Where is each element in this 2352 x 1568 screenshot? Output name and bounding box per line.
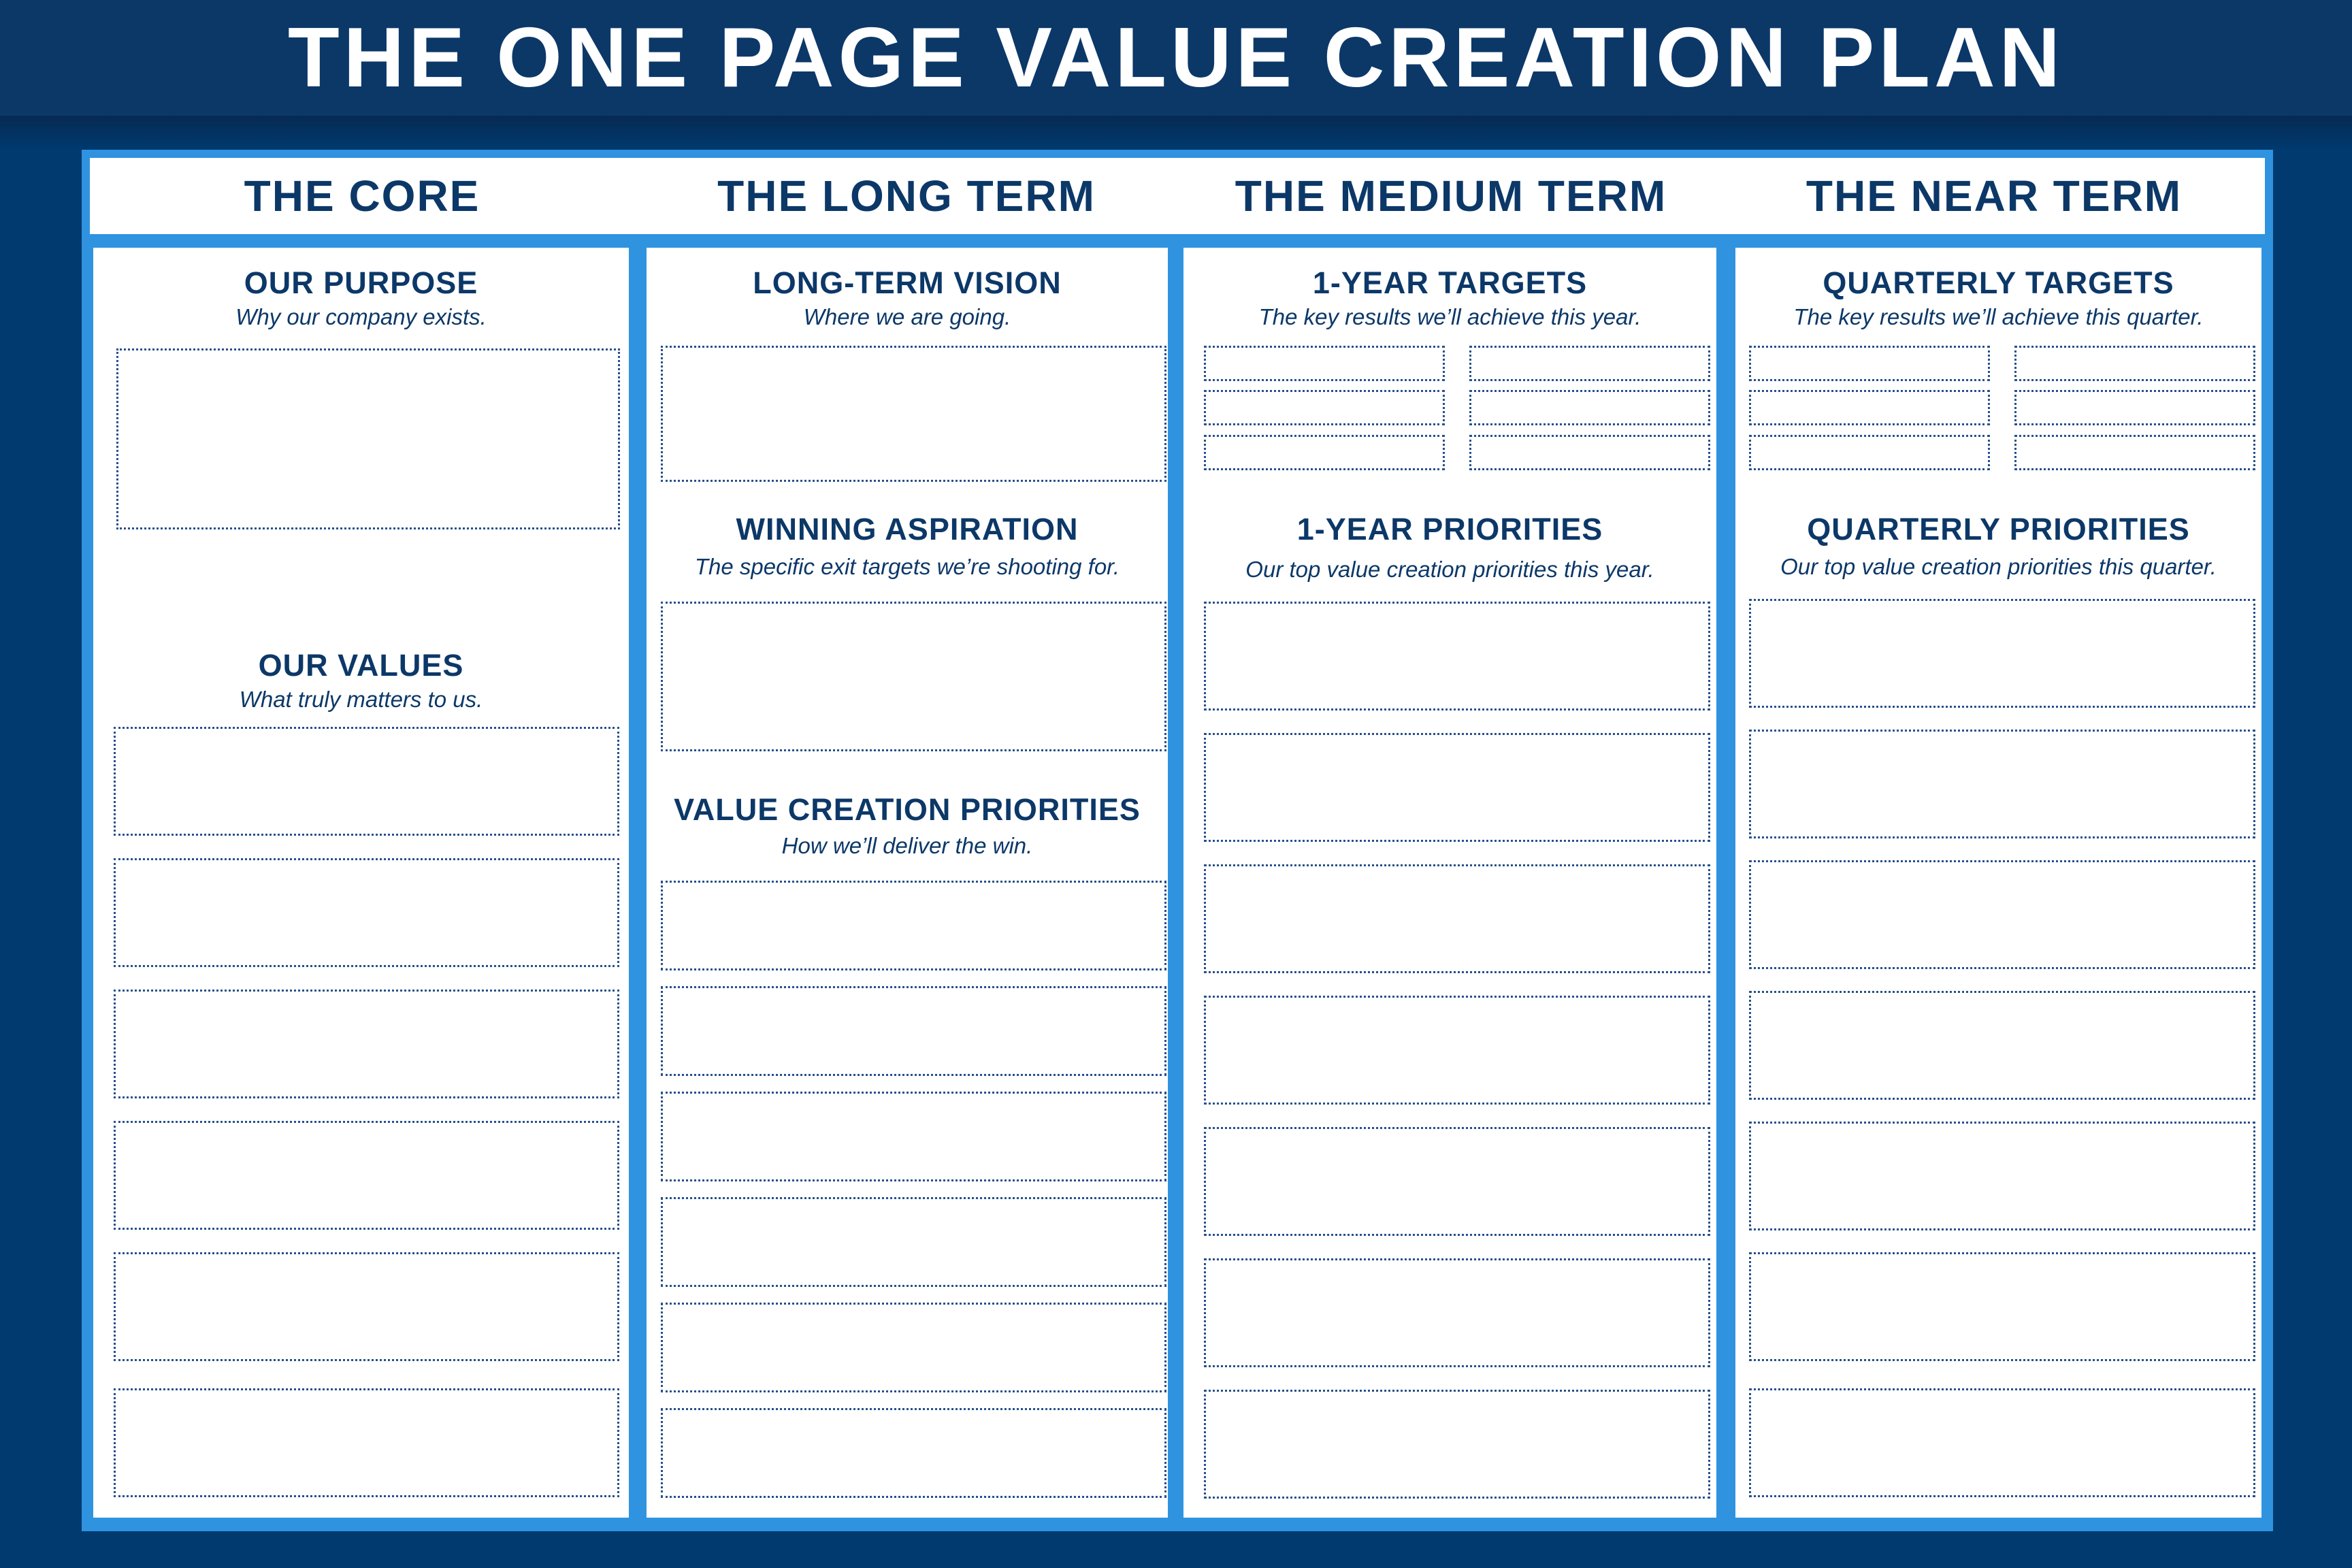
one-year-targets-subtitle: The key results we’ll achieve this year. (1258, 304, 1642, 329)
one-year-priority-box[interactable] (1204, 864, 1710, 973)
quarterly-priority-box[interactable] (1749, 730, 2255, 838)
vision-subtitle: Where we are going. (803, 304, 1011, 329)
quarterly-priorities-subtitle: Our top value creation priorities this quarter. (1780, 554, 2217, 579)
value-input-box[interactable] (114, 858, 619, 967)
value-input-box[interactable] (114, 1252, 619, 1361)
value-creation-priorities-title: VALUE CREATION PRIORITIES (674, 792, 1141, 827)
values-title: OUR VALUES (258, 648, 464, 683)
quarterly-priority-box[interactable] (1749, 1252, 2255, 1361)
one-year-target-box[interactable] (1469, 435, 1710, 470)
quarterly-target-box[interactable] (1749, 435, 1990, 470)
one-year-targets-title: 1-YEAR TARGETS (1312, 265, 1588, 300)
title-bar (0, 0, 2352, 116)
long-term-priority-box[interactable] (661, 1197, 1166, 1287)
one-year-priorities-title: 1-YEAR PRIORITIES (1296, 512, 1603, 546)
one-year-target-box[interactable] (1469, 390, 1710, 425)
quarterly-target-box[interactable] (1749, 346, 1990, 381)
quarterly-targets-subtitle: The key results we’ll achieve this quarter. (1793, 304, 2204, 329)
quarterly-target-box[interactable] (2014, 390, 2255, 425)
one-year-priority-box[interactable] (1204, 1127, 1710, 1236)
one-year-priority-box[interactable] (1204, 996, 1710, 1105)
one-year-priority-box[interactable] (1204, 602, 1710, 710)
long-term-priority-box[interactable] (661, 1303, 1166, 1392)
quarterly-priorities-title: QUARTERLY PRIORITIES (1807, 512, 2190, 546)
title-shadow (0, 116, 2352, 150)
value-input-box[interactable] (114, 1121, 619, 1230)
quarterly-priority-box[interactable] (1749, 1122, 2255, 1230)
core-column (93, 248, 629, 1518)
long-term-column (647, 248, 1168, 1518)
values-subtitle: What truly matters to us. (239, 687, 483, 712)
long-term-priority-box[interactable] (661, 881, 1166, 970)
purpose-title: OUR PURPOSE (244, 265, 478, 300)
quarterly-target-box[interactable] (2014, 346, 2255, 381)
column-header-long-term: THE LONG TERM (717, 172, 1096, 220)
quarterly-priority-box[interactable] (1749, 599, 2255, 708)
quarterly-priority-box[interactable] (1749, 860, 2255, 969)
medium-term-column (1183, 248, 1716, 1518)
long-term-priority-box[interactable] (661, 986, 1166, 1076)
column-header-strip (90, 158, 2265, 234)
value-input-box[interactable] (114, 727, 619, 836)
long-term-priority-box[interactable] (661, 1092, 1166, 1181)
quarterly-target-box[interactable] (2014, 435, 2255, 470)
quarterly-target-box[interactable] (1749, 390, 1990, 425)
purpose-input-box[interactable] (116, 348, 620, 529)
one-year-priority-box[interactable] (1204, 1390, 1710, 1499)
near-term-column (1735, 248, 2261, 1518)
aspiration-input-box[interactable] (661, 602, 1166, 751)
aspiration-title: WINNING ASPIRATION (736, 512, 1079, 546)
vision-input-box[interactable] (661, 346, 1166, 482)
value-input-box[interactable] (114, 990, 619, 1098)
column-header-medium-term: THE MEDIUM TERM (1235, 172, 1667, 220)
one-year-priorities-subtitle: Our top value creation priorities this year. (1245, 557, 1654, 582)
quarterly-priority-box[interactable] (1749, 1388, 2255, 1497)
value-input-box[interactable] (114, 1388, 619, 1497)
one-year-target-box[interactable] (1204, 390, 1445, 425)
one-year-target-box[interactable] (1204, 435, 1445, 470)
vision-title: LONG-TERM VISION (753, 265, 1062, 300)
one-year-target-box[interactable] (1469, 346, 1710, 381)
one-year-target-box[interactable] (1204, 346, 1445, 381)
column-header-core: THE CORE (244, 172, 480, 220)
one-year-priority-box[interactable] (1204, 1258, 1710, 1367)
aspiration-subtitle: The specific exit targets we’re shooting for. (694, 554, 1120, 579)
column-header-near-term: THE NEAR TERM (1806, 172, 2183, 220)
quarterly-priority-box[interactable] (1749, 991, 2255, 1100)
value-creation-priorities-subtitle: How we’ll deliver the win. (781, 833, 1033, 858)
purpose-subtitle: Why our company exists. (235, 304, 487, 329)
plan-board (82, 150, 2273, 1531)
long-term-priority-box[interactable] (661, 1408, 1166, 1498)
page-title: THE ONE PAGE VALUE CREATION PLAN (287, 11, 2065, 105)
quarterly-targets-title: QUARTERLY TARGETS (1823, 265, 2174, 300)
one-year-priority-box[interactable] (1204, 733, 1710, 842)
